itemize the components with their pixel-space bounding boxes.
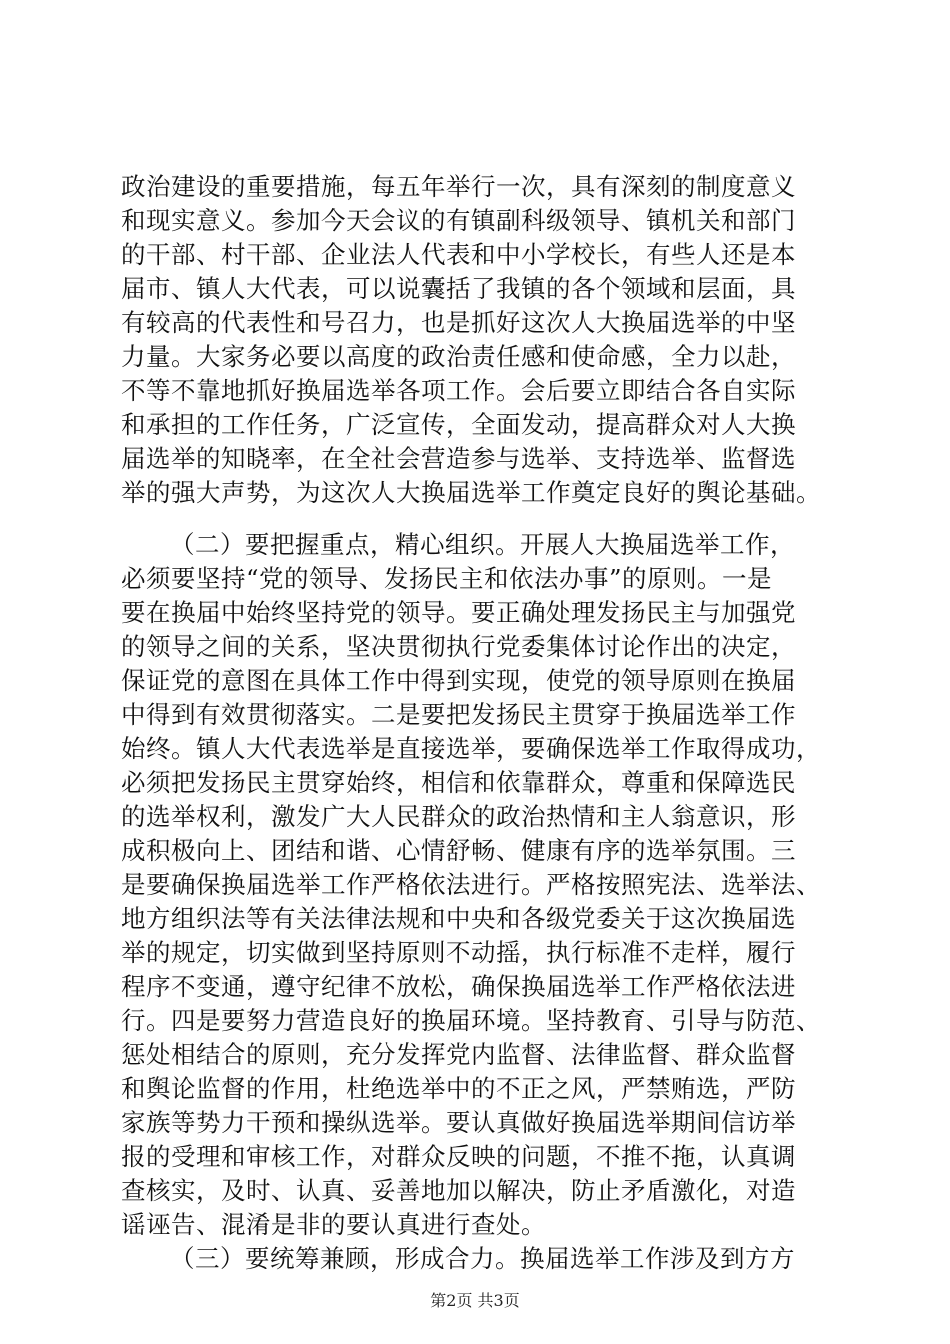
text-line: 和舆论监督的作用，杜绝选举中的不正之风，严禁贿选，严防: [121, 1074, 796, 1103]
text-line: 成积极向上、团结和谐、心情舒畅、健康有序的选举氛围。三: [121, 836, 796, 865]
text-line: 报的受理和审核工作，对群众反映的问题，不推不拖，认真调: [121, 1142, 796, 1171]
text-line: 有较高的代表性和号召力，也是抓好这次人大换届选举的中坚: [121, 308, 796, 337]
text-line: 举的规定，切实做到坚持原则不动摇，执行标准不走样，履行: [121, 938, 796, 967]
text-line: 地方组织法等有关法律法规和中央和各级党委关于这次换届选: [121, 904, 796, 933]
text-line: 保证党的意图在具体工作中得到实现，使党的领导原则在换届: [121, 666, 796, 695]
paragraph-heading-line: （三）要统筹兼顾，形成合力。换届选举工作涉及到方方: [170, 1244, 795, 1273]
text-line: 政治建设的重要措施，每五年举行一次，具有深刻的制度意义: [121, 172, 796, 201]
text-line: 举的强大声势，为这次人大换届选举工作奠定良好的舆论基础。: [121, 478, 821, 507]
text-line: 不等不靠地抓好换届选举各项工作。会后要立即结合各自实际: [121, 376, 796, 405]
text-line: 要在换届中始终坚持党的领导。要正确处理发扬民主与加强党: [121, 598, 796, 627]
text-line: 行。四是要努力营造良好的换届环境。坚持教育、引导与防范、: [121, 1006, 821, 1035]
text-line: 始终。镇人大代表选举是直接选举，要确保选举工作取得成功，: [121, 734, 821, 763]
text-line: 是要确保换届选举工作严格依法进行。严格按照宪法、选举法、: [121, 870, 821, 899]
paragraph-heading-line: （二）要把握重点，精心组织。开展人大换届选举工作，: [170, 530, 795, 559]
text-line: 家族等势力干预和操纵选举。要认真做好换届选举期间信访举: [121, 1108, 796, 1137]
text-line: 届选举的知晓率，在全社会营造参与选举、支持选举、监督选: [121, 444, 796, 473]
text-line: 查核实，及时、认真、妥善地加以解决，防止矛盾激化，对造: [121, 1176, 796, 1205]
text-line: 的选举权利，激发广大人民群众的政治热情和主人翁意识，形: [121, 802, 796, 831]
text-line: 程序不变通，遵守纪律不放松，确保换届选举工作严格依法进: [121, 972, 796, 1001]
text-line: 届市、镇人大代表，可以说囊括了我镇的各个领域和层面，具: [121, 274, 796, 303]
text-line: 的领导之间的关系，坚决贯彻执行党委集体讨论作出的决定，: [121, 632, 796, 661]
text-line: 的干部、村干部、企业法人代表和中小学校长，有些人还是本: [121, 240, 796, 269]
page-number-footer: 第2页 共3页: [430, 1291, 520, 1310]
text-line: 必须要坚持“党的领导、发扬民主和依法办事”的原则。一是: [121, 564, 773, 593]
text-line: 中得到有效贯彻落实。二是要把发扬民主贯穿于换届选举工作: [121, 700, 796, 729]
text-line: 和现实意义。参加今天会议的有镇副科级领导、镇机关和部门: [121, 206, 796, 235]
text-line: 力量。大家务必要以高度的政治责任感和使命感，全力以赴，: [121, 342, 796, 371]
text-line: 必须把发扬民主贯穿始终，相信和依靠群众，尊重和保障选民: [121, 768, 796, 797]
text-line: 和承担的工作任务，广泛宣传，全面发动，提高群众对人大换: [121, 410, 796, 439]
text-line: 惩处相结合的原则，充分发挥党内监督、法律监督、群众监督: [121, 1040, 796, 1069]
text-line: 谣诬告、混淆是非的要认真进行查处。: [121, 1210, 546, 1239]
